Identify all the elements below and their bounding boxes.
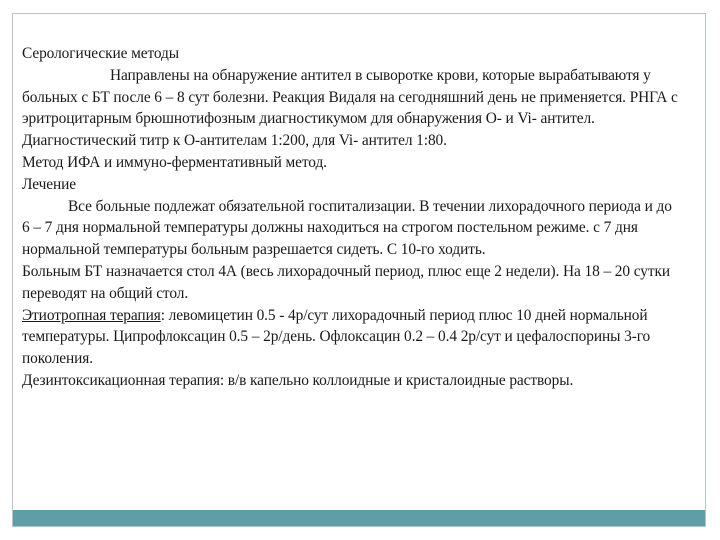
slide-text-block	[22, 43, 682, 392]
paragraph-ifa: Метод ИФА и иммуно-ферментативный метод.	[22, 153, 327, 171]
paragraph-detox: Дезинтоксикационная терапия: в/в капельно коллоидные и кристалоидные растворы.	[22, 371, 574, 389]
slide-bottom-bar	[13, 510, 705, 526]
paragraph-diet: Больным БТ назначается стол 4А (весь лихорадочный период, плюс еще 2 недели). На 18 – 20 сутки переводят на общий стол.	[22, 262, 670, 302]
heading-treatment: Лечение	[22, 175, 76, 193]
etiotropic-text: : левомицетин 0.5 - 4р/сут лихорадочный период плюс 10 дней нормальной температуры. Ципрофлоксацин 0.5 – 2р/день. Офлоксацин 0.2 – 0.4 2р/сут и цефалоспорины 3-го поколения.	[22, 306, 651, 368]
paragraph-etiotropic	[22, 305, 682, 370]
etiotropic-label: Этиотропная терапия	[22, 306, 161, 324]
paragraph-treatment: Все больные подлежат обязательной госпитализации. В течении лихорадочного периода и до 6 – 7 дня нормальной температуры должны находиться на строгом постельном режиме. с 7 дня нормальной температуры больным разрешается сидеть. С 10-го ходить.	[22, 197, 672, 259]
paragraph-serology: Направлены на обнаружение антител в сыворотке крови, которые вырабатываютя у больных с БТ после 6 – 8 сут болезни. Реакция Видаля на сегодняшний день не применяется. РНГА с эритроцитарным брюшнотифозным диагностикумом для обнаружения О- и Vi- антител. Диагностический титр к О-антителам 1:200, для Vi- антител 1:80.	[22, 66, 678, 150]
heading-serology: Серологические методы	[22, 45, 179, 62]
